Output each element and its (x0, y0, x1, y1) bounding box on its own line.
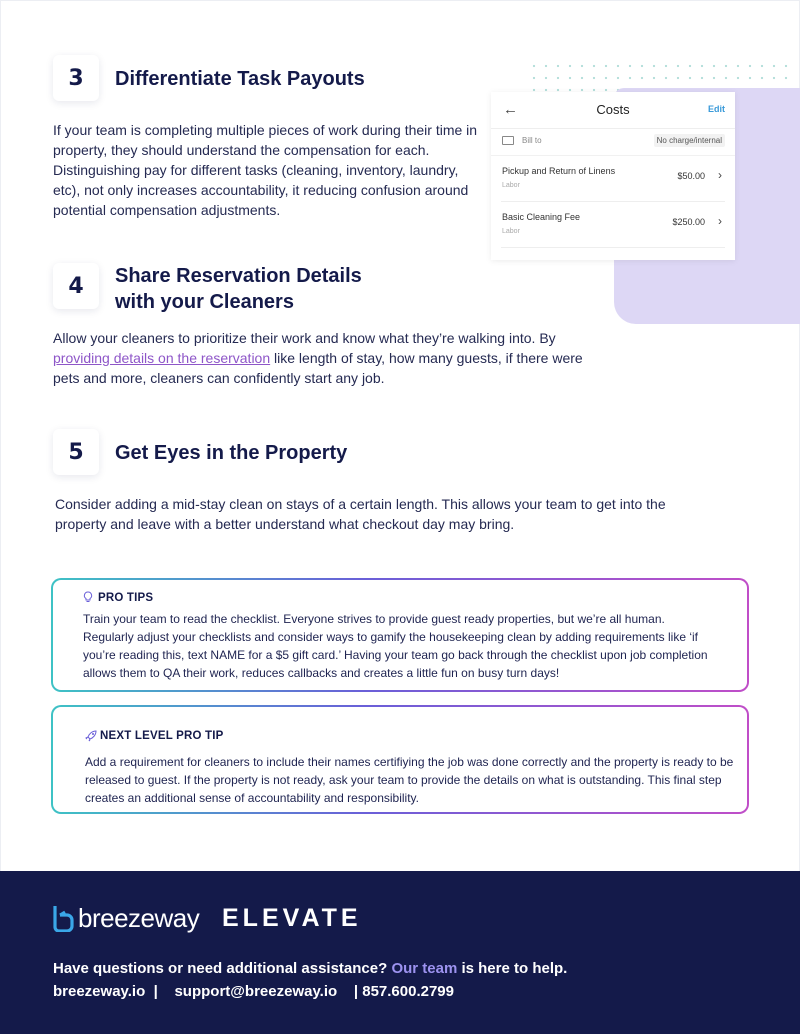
step-5-title: Get Eyes in the Property (115, 442, 348, 464)
next-level-tip-text: Add a requirement for cleaners to include their names certifiying the job was done correctly and the property is ready to be released to guest. If the property is not ready, ask your team to provide the details on what is outstanding. This final step creates an additional sense of accountability and responsibility. (85, 755, 734, 805)
bill-icon (502, 136, 514, 145)
email-link[interactable]: support@breezeway.io (174, 983, 338, 1000)
separator: | (145, 983, 175, 1000)
phone-link[interactable]: 857.600.2799 (362, 983, 454, 1000)
bill-to-label: Bill to (522, 136, 542, 145)
step-4-title (115, 263, 362, 315)
step-4-title-line2: with your Cleaners (115, 291, 294, 313)
cost-item-amount: $50.00 (677, 171, 705, 181)
step-3-body: If your team is completing multiple pieces of work during their time in property, they should understand the compensation for each. Distinguishing pay for different tasks (cleaning, inventory, laundry, etc), not only increases accountability, it reducing confusion around potential compensation adjustments. (53, 122, 478, 218)
cost-item-amount: $250.00 (672, 217, 705, 227)
pro-tips-heading: PRO TIPS (98, 592, 154, 604)
footer (0, 871, 800, 1034)
cost-item-type: Labor (502, 228, 520, 235)
cost-item-row[interactable] (501, 156, 725, 202)
step-4-body-after: like length of stay, how many guests, if there were pets and more, cleaners can confidently start any job. (53, 350, 583, 386)
footer-contact (53, 983, 454, 1000)
rocket-icon (85, 730, 97, 745)
step-4-badge (53, 263, 99, 309)
chevron-right-icon: › (718, 214, 722, 228)
back-arrow-icon[interactable]: ← (503, 101, 518, 118)
breezeway-logo-icon (52, 904, 74, 932)
step-4-body (53, 328, 588, 388)
costs-title: Costs (596, 102, 630, 117)
step-4-body-before: Allow your cleaners to prioritize their work and know what they’re walking into. By (53, 330, 556, 346)
step-4-title-line1: Share Reservation Details (115, 265, 362, 287)
reservation-details-link[interactable]: providing details on the reservation (53, 350, 271, 366)
cost-item-name: Pickup and Return of Linens (502, 166, 616, 176)
footer-question-before: Have questions or need additional assistance? (53, 960, 392, 977)
cost-item-type: Labor (502, 182, 520, 189)
website-link[interactable]: breezeway.io (53, 983, 146, 1000)
step-number: 4 (68, 273, 84, 299)
edit-button[interactable]: Edit (708, 104, 725, 114)
next-level-tip-box (51, 705, 749, 814)
costs-header (491, 92, 735, 129)
step-5-badge (53, 429, 99, 475)
next-level-tip-inner (53, 707, 747, 812)
bill-to-row (491, 129, 735, 156)
step-number: 5 (68, 439, 84, 465)
pro-tips-inner (53, 580, 747, 690)
step-3-title: Differentiate Task Payouts (115, 68, 365, 90)
cost-item-row[interactable] (501, 202, 725, 248)
cost-item-name: Basic Cleaning Fee (502, 212, 581, 222)
step-number: 3 (68, 65, 84, 91)
bill-to-value: No charge/internal (654, 134, 725, 147)
separator: | (337, 983, 363, 1000)
chevron-right-icon: › (718, 168, 722, 182)
costs-card (491, 92, 735, 260)
lightbulb-icon (83, 591, 93, 606)
footer-question-after: is here to help. (457, 960, 568, 977)
pro-tips-text: Train your team to read the checklist. Everyone strives to provide guest ready properties, but we’re all human. Regularly adjust your checklists and consider ways to gamify the housekeeping clean by adding requirements like ‘if you’re reading this, text NAME for a $5 gift card.’ Having your team go back through the checklist upon job completion allows them to QA their work, reduces callbacks and creates a little fun on busy turn days! (83, 612, 708, 680)
footer-question (53, 960, 567, 977)
step-3-badge (53, 55, 99, 101)
our-team-link[interactable]: Our team (391, 960, 458, 977)
step-5-body: Consider adding a mid-stay clean on stays of a certain length. This allows your team to get into the property and leave with a better understand what checkout day may bring. (55, 496, 666, 532)
pro-tips-box (51, 578, 749, 692)
next-level-tip-heading: NEXT LEVEL PRO TIP (100, 730, 224, 742)
brand-wordmark: breezeway (78, 903, 200, 933)
program-wordmark: ELEVATE (222, 904, 362, 932)
